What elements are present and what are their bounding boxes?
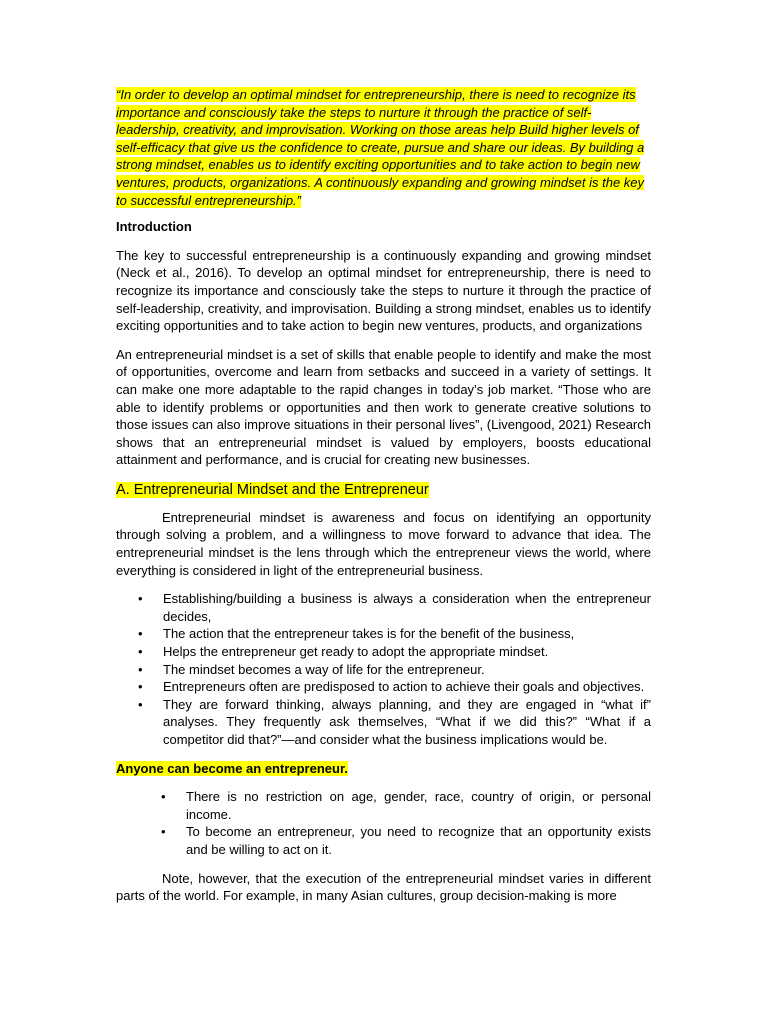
bullet-icon: • [161,789,166,805]
list-item [116,696,651,749]
anyone-heading [116,760,651,778]
list-item [116,625,651,643]
document-page [116,86,651,916]
list-item-text: The action that the entrepreneur takes is for the benefit of the business, [163,626,575,642]
bullet-icon: • [138,591,143,607]
bullet-icon: • [138,626,143,642]
anyone-heading-highlight: Anyone can become an entrepreneur. [116,760,348,776]
intro-paragraph-1: The key to successful entrepreneurship is a continuously expanding and growing mindset (Neck et al., 2016). To develop an optimal mindset for entrepreneurship, there is need to recognize its importance and consciously take the steps to nurture it through the practice of self-leadership, creativity, and improvisation. Building a strong mindset, enables us to identify exciting opportunities and to take action to begin new ventures, products, and organizations [116,247,651,334]
quote-highlight: “In order to develop an optimal mindset for entrepreneurship, there is need to recognize its importance and consciously take the steps to nurture it through the practice of self-leadership, creativity, and improvisation. Working on those areas help Build higher levels of self-efficacy that give us the confidence to create, pursue and share our ideas. By building a strong mindset, enables us to identify exciting opportunities and to take action to begin new ventures, products, organizations. A continuously expanding and growing mindset is the key to successful entrepreneurship.” [116,87,645,208]
mindset-bullet-list [116,590,651,748]
bullet-icon: • [138,679,143,695]
list-item-text: Helps the entrepreneur get ready to adopt the appropriate mindset. [163,644,549,660]
bullet-icon: • [161,824,166,840]
list-item-text: The mindset becomes a way of life for the entrepreneur. [163,661,485,677]
bullet-icon: • [138,661,143,677]
note-paragraph: Note, however, that the execution of the entrepreneurial mindset varies in different parts of the world. For example, in many Asian cultures, group decision-making is more [116,870,651,904]
section-a-heading [116,480,651,500]
section-a-paragraph: Entrepreneurial mindset is awareness and focus on identifying an opportunity through solving a problem, and a willingness to move forward to advance that idea. The entrepreneurial mindset is the lens through which the entrepreneur views the world, where everything is considered in light of the entrepreneurial business. [116,509,651,578]
anyone-bullet-list [116,788,651,858]
list-item [116,643,651,661]
list-item [116,590,651,625]
list-item-text: Establishing/building a business is always a consideration when the entrepreneur decides, [163,591,651,624]
list-item-text: Entrepreneurs often are predisposed to action to achieve their goals and objectives. [163,679,645,695]
intro-paragraph-2: An entrepreneurial mindset is a set of skills that enable people to identify and make the most of opportunities, overcome and learn from setbacks and succeed in a variety of settings. It can make one more adaptable to the rapid changes in today’s job market. “Those who are able to identify problems or opportunities and then work to generate creative solutions to those issues can also improve situations in their personal lives”, (Livengood, 2021) Research shows that an entrepreneurial mindset is valued by employers, boosts educational attainment and performance, and is crucial for creating new businesses. [116,346,651,468]
list-item-text: There is no restriction on age, gender, race, country of origin, or personal income. [186,789,651,822]
section-a-heading-highlight: A. Entrepreneurial Mindset and the Entrepreneur [116,481,429,498]
list-item-text: To become an entrepreneur, you need to recognize that an opportunity exists and be willing to act on it. [186,824,651,857]
opening-quote [116,86,651,209]
list-item [116,661,651,679]
bullet-icon: • [138,696,143,712]
list-item [116,678,651,696]
list-item [116,788,651,823]
introduction-heading: Introduction [116,219,192,235]
list-item [116,823,651,858]
bullet-icon: • [138,644,143,660]
list-item-text: They are forward thinking, always planning, and they are engaged in “what if” analyses. They frequently ask themselves, “What if we did this?” “What if a competitor did that?”—and consider what the business implications would be. [163,696,651,747]
